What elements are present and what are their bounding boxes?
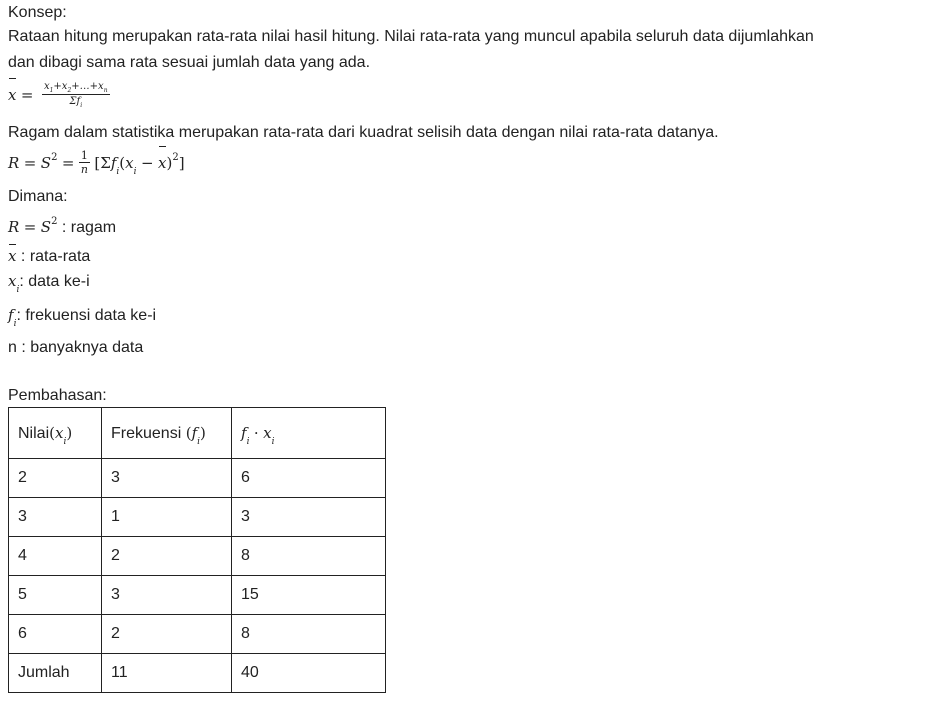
table-cell: 6 xyxy=(9,615,102,654)
konsep-paragraph-line1: Rataan hitung merupakan rata-rata nilai hasil hitung. Nilai rata-rata yang muncul apabila seluruh data dijumlahkan xyxy=(8,28,814,45)
pembahasan-heading: Pembahasan: xyxy=(8,387,107,404)
table-row xyxy=(9,576,386,615)
legend-mean: x : rata-rata xyxy=(8,247,91,265)
table-cell: 3 xyxy=(9,498,102,537)
legend-ragam-text: : ragam xyxy=(61,219,117,236)
variance-formula: $R = S^2$ = $\frac{1}{n}$ $[\Sigma f_i(x_i - x)^2]$ xyxy=(8,149,185,177)
legend-xi: $x_i$: data ke-i xyxy=(8,272,90,295)
legend-ragam: $R = S^2$ : ragam xyxy=(8,216,117,236)
table-cell: 2 xyxy=(9,459,102,498)
table-cell: 2 xyxy=(102,537,232,576)
header-nilai: $Nilai(x_i)$ xyxy=(9,408,102,459)
table-cell: Jumlah xyxy=(9,654,102,693)
header-frekuensi: Frekuensi $(f_i)$ xyxy=(102,408,232,459)
table-total-row xyxy=(9,654,386,693)
table-cell: 11 xyxy=(102,654,232,693)
table-cell: 6 xyxy=(232,459,386,498)
konsep-paragraph-line2: dan dibagi sama rata sesuai jumlah data yang ada. xyxy=(8,54,371,71)
table-cell: 3 xyxy=(102,576,232,615)
table-cell: 3 xyxy=(232,498,386,537)
table-cell: 40 xyxy=(232,654,386,693)
table-cell: 5 xyxy=(9,576,102,615)
table-cell: 1 xyxy=(102,498,232,537)
legend-n: n : banyaknya data xyxy=(8,339,144,356)
table-cell: 8 xyxy=(232,615,386,654)
legend-xi-text: : data ke-i xyxy=(19,273,90,290)
dimana-heading: Dimana: xyxy=(8,188,68,205)
header-fi-xi: $f_i \cdot x_i$ xyxy=(232,408,386,459)
frequency-table xyxy=(8,407,386,693)
legend-mean-text: : rata-rata xyxy=(20,248,91,265)
table-header-row xyxy=(9,408,386,459)
table-row xyxy=(9,498,386,537)
mean-formula: x = $\frac{x_1+x_2+\dots+x_n}{\Sigma f_i}$ xyxy=(8,81,108,110)
table-cell: 2 xyxy=(102,615,232,654)
legend-fi-text: : frekuensi data ke-i xyxy=(16,307,157,324)
table-cell: 3 xyxy=(102,459,232,498)
table-row xyxy=(9,459,386,498)
table-cell: 4 xyxy=(9,537,102,576)
legend-fi: $f_i$: frekuensi data ke-i xyxy=(8,306,157,329)
ragam-definition: Ragam dalam statistika merupakan rata-rata dari kuadrat selisih data dengan nilai rata-rata datanya. xyxy=(8,124,719,141)
table-row xyxy=(9,537,386,576)
table-cell: 8 xyxy=(232,537,386,576)
table-row xyxy=(9,615,386,654)
konsep-heading: Konsep: xyxy=(8,4,67,21)
table-cell: 15 xyxy=(232,576,386,615)
